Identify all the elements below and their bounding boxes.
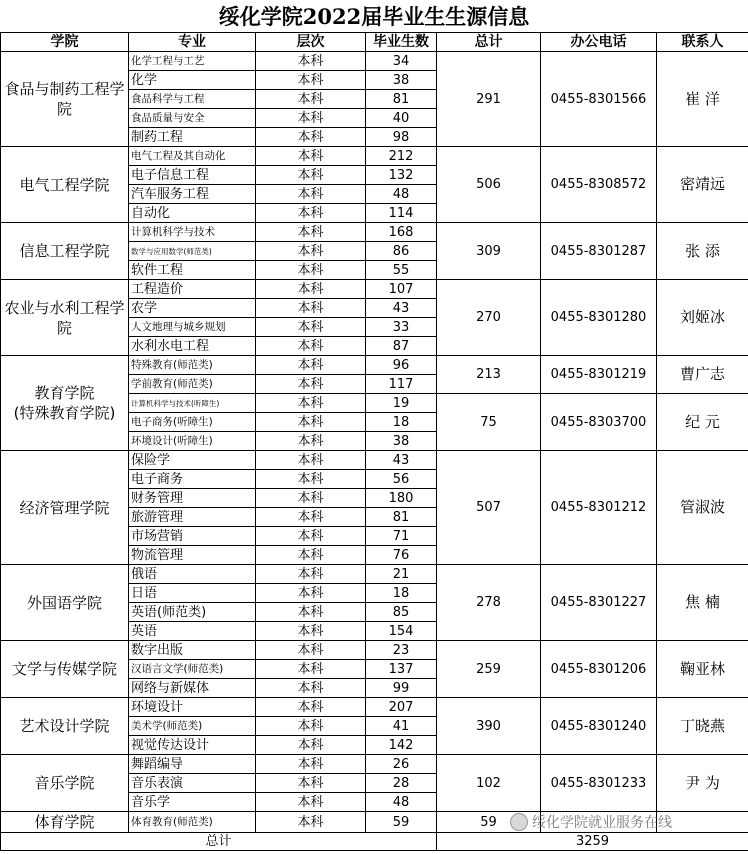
major-name: 英语(师范类) bbox=[129, 603, 256, 622]
college-total: 291 bbox=[437, 52, 541, 147]
table-row bbox=[1, 280, 748, 299]
college-total: 102 bbox=[437, 755, 541, 812]
table-row bbox=[1, 641, 748, 660]
degree-level: 本科 bbox=[256, 660, 366, 679]
office-phone: 0455-8301212 bbox=[541, 451, 657, 565]
degree-level: 本科 bbox=[256, 356, 366, 375]
degree-level: 本科 bbox=[256, 603, 366, 622]
major-name: 电气工程及其自动化 bbox=[129, 147, 256, 166]
grand-total-value: 3259 bbox=[437, 833, 748, 851]
graduate-count: 18 bbox=[366, 584, 437, 603]
office-phone: 0455-8301240 bbox=[541, 698, 657, 755]
major-name: 电子商务(听障生) bbox=[129, 413, 256, 432]
graduate-count: 114 bbox=[366, 204, 437, 223]
degree-level: 本科 bbox=[256, 223, 366, 242]
major-name: 工程造价 bbox=[129, 280, 256, 299]
major-name: 化学 bbox=[129, 71, 256, 90]
degree-level: 本科 bbox=[256, 109, 366, 128]
office-phone: 0455-8301233 bbox=[541, 755, 657, 812]
degree-level: 本科 bbox=[256, 546, 366, 565]
degree-level: 本科 bbox=[256, 242, 366, 261]
graduate-count: 40 bbox=[366, 109, 437, 128]
college-name: 艺术设计学院 bbox=[1, 698, 129, 755]
major-name: 食品质量与安全 bbox=[129, 109, 256, 128]
major-name: 计算机科学与技术 bbox=[129, 223, 256, 242]
office-phone: 0455-8301566 bbox=[541, 52, 657, 147]
college-total: 309 bbox=[437, 223, 541, 280]
degree-level: 本科 bbox=[256, 565, 366, 584]
college-name: 农业与水利工程学院 bbox=[1, 280, 129, 356]
major-name: 特殊教育(师范类) bbox=[129, 356, 256, 375]
graduate-count: 142 bbox=[366, 736, 437, 755]
degree-level: 本科 bbox=[256, 185, 366, 204]
graduate-count: 107 bbox=[366, 280, 437, 299]
major-name: 旅游管理 bbox=[129, 508, 256, 527]
graduate-count: 87 bbox=[366, 337, 437, 356]
graduate-count: 98 bbox=[366, 128, 437, 147]
graduate-count: 23 bbox=[366, 641, 437, 660]
office-phone: 0455-8308572 bbox=[541, 147, 657, 223]
degree-level: 本科 bbox=[256, 622, 366, 641]
major-name: 制药工程 bbox=[129, 128, 256, 147]
major-name: 化学工程与工艺 bbox=[129, 52, 256, 71]
graduate-count: 86 bbox=[366, 242, 437, 261]
degree-level: 本科 bbox=[256, 52, 366, 71]
graduate-count: 26 bbox=[366, 755, 437, 774]
degree-level: 本科 bbox=[256, 204, 366, 223]
major-name: 音乐学 bbox=[129, 793, 256, 812]
major-name: 计算机科学与技术(听障生) bbox=[129, 394, 256, 413]
major-name: 电子信息工程 bbox=[129, 166, 256, 185]
degree-level: 本科 bbox=[256, 337, 366, 356]
graduate-count: 38 bbox=[366, 432, 437, 451]
degree-level: 本科 bbox=[256, 261, 366, 280]
header-college: 学院 bbox=[1, 33, 129, 52]
graduate-count: 137 bbox=[366, 660, 437, 679]
contact-person: 崔 洋 bbox=[657, 52, 748, 147]
major-name: 视觉传达设计 bbox=[129, 736, 256, 755]
graduate-count: 132 bbox=[366, 166, 437, 185]
major-name: 体育教育(师范类) bbox=[129, 812, 256, 833]
graduate-count: 76 bbox=[366, 546, 437, 565]
college-name: 食品与制药工程学院 bbox=[1, 52, 129, 147]
table-row bbox=[1, 356, 748, 375]
major-name: 数学与应用数学(师范类) bbox=[129, 242, 256, 261]
office-phone: 0455-8301206 bbox=[541, 641, 657, 698]
degree-level: 本科 bbox=[256, 679, 366, 698]
degree-level: 本科 bbox=[256, 71, 366, 90]
degree-level: 本科 bbox=[256, 394, 366, 413]
major-name: 食品科学与工程 bbox=[129, 90, 256, 109]
major-name: 物流管理 bbox=[129, 546, 256, 565]
college-name: 文学与传媒学院 bbox=[1, 641, 129, 698]
degree-level: 本科 bbox=[256, 280, 366, 299]
college-name: 经济管理学院 bbox=[1, 451, 129, 565]
college-name: 体育学院 bbox=[1, 812, 129, 833]
table-row bbox=[1, 755, 748, 774]
office-phone: 0455-8303700 bbox=[541, 394, 657, 451]
major-name: 财务管理 bbox=[129, 489, 256, 508]
college-name: 信息工程学院 bbox=[1, 223, 129, 280]
graduate-count: 154 bbox=[366, 622, 437, 641]
contact-person: 焦 楠 bbox=[657, 565, 748, 641]
degree-level: 本科 bbox=[256, 508, 366, 527]
graduate-count: 18 bbox=[366, 413, 437, 432]
header-phone: 办公电话 bbox=[541, 33, 657, 52]
contact-person: 张 添 bbox=[657, 223, 748, 280]
college-name: 外国语学院 bbox=[1, 565, 129, 641]
major-name: 农学 bbox=[129, 299, 256, 318]
degree-level: 本科 bbox=[256, 641, 366, 660]
graduate-count: 19 bbox=[366, 394, 437, 413]
major-name: 美术学(师范类) bbox=[129, 717, 256, 736]
degree-level: 本科 bbox=[256, 299, 366, 318]
major-name: 音乐表演 bbox=[129, 774, 256, 793]
graduate-count: 99 bbox=[366, 679, 437, 698]
major-name: 电子商务 bbox=[129, 470, 256, 489]
major-name: 汽车服务工程 bbox=[129, 185, 256, 204]
degree-level: 本科 bbox=[256, 413, 366, 432]
major-name: 俄语 bbox=[129, 565, 256, 584]
graduate-count: 81 bbox=[366, 508, 437, 527]
graduate-count: 43 bbox=[366, 299, 437, 318]
header-level: 层次 bbox=[256, 33, 366, 52]
table-header-row bbox=[1, 33, 748, 52]
major-name: 汉语言文学(师范类) bbox=[129, 660, 256, 679]
major-name: 学前教育(师范类) bbox=[129, 375, 256, 394]
graduate-count: 56 bbox=[366, 470, 437, 489]
graduate-count: 117 bbox=[366, 375, 437, 394]
office-phone: 0455-8301227 bbox=[541, 565, 657, 641]
graduate-count: 38 bbox=[366, 71, 437, 90]
college-total: 390 bbox=[437, 698, 541, 755]
grand-total-row bbox=[1, 833, 748, 851]
major-name: 自动化 bbox=[129, 204, 256, 223]
college-total: 270 bbox=[437, 280, 541, 356]
header-contact: 联系人 bbox=[657, 33, 748, 52]
graduate-table bbox=[0, 32, 748, 851]
page-title: 绥化学院2022届毕业生生源信息 bbox=[0, 0, 748, 33]
college-name-line: 教育学院 bbox=[34, 384, 95, 402]
degree-level: 本科 bbox=[256, 736, 366, 755]
degree-level: 本科 bbox=[256, 812, 366, 833]
header-major: 专业 bbox=[129, 33, 256, 52]
major-name: 环境设计 bbox=[129, 698, 256, 717]
contact-person: 丁晓燕 bbox=[657, 698, 748, 755]
table-row bbox=[1, 147, 748, 166]
major-name: 环境设计(听障生) bbox=[129, 432, 256, 451]
graduate-count: 207 bbox=[366, 698, 437, 717]
graduate-count: 212 bbox=[366, 147, 437, 166]
degree-level: 本科 bbox=[256, 527, 366, 546]
college-total: 75 bbox=[437, 394, 541, 451]
contact-person: 曹广志 bbox=[657, 356, 748, 394]
office-phone: 0455-8301280 bbox=[541, 280, 657, 356]
degree-level: 本科 bbox=[256, 432, 366, 451]
graduate-count: 48 bbox=[366, 185, 437, 204]
degree-level: 本科 bbox=[256, 584, 366, 603]
college-total: 213 bbox=[437, 356, 541, 394]
table-row bbox=[1, 223, 748, 242]
degree-level: 本科 bbox=[256, 717, 366, 736]
college-name bbox=[1, 356, 129, 451]
degree-level: 本科 bbox=[256, 166, 366, 185]
graduate-count: 59 bbox=[366, 812, 437, 833]
contact-person: 管淑波 bbox=[657, 451, 748, 565]
graduate-count: 41 bbox=[366, 717, 437, 736]
table-row bbox=[1, 698, 748, 717]
major-name: 网络与新媒体 bbox=[129, 679, 256, 698]
degree-level: 本科 bbox=[256, 793, 366, 812]
degree-level: 本科 bbox=[256, 698, 366, 717]
header-total: 总计 bbox=[437, 33, 541, 52]
office-phone: 0455-8301219 bbox=[541, 356, 657, 394]
major-name: 舞蹈编导 bbox=[129, 755, 256, 774]
table-row bbox=[1, 451, 748, 470]
college-total: 59 bbox=[437, 812, 541, 833]
college-total: 278 bbox=[437, 565, 541, 641]
graduate-count: 33 bbox=[366, 318, 437, 337]
contact-person: 尹 为 bbox=[657, 755, 748, 812]
major-name: 软件工程 bbox=[129, 261, 256, 280]
degree-level: 本科 bbox=[256, 90, 366, 109]
major-name: 人文地理与城乡规划 bbox=[129, 318, 256, 337]
college-name-line: (特殊教育学院) bbox=[13, 404, 116, 422]
major-name: 市场营销 bbox=[129, 527, 256, 546]
graduate-count: 43 bbox=[366, 451, 437, 470]
degree-level: 本科 bbox=[256, 755, 366, 774]
table-body bbox=[1, 52, 748, 833]
degree-level: 本科 bbox=[256, 375, 366, 394]
graduate-count: 71 bbox=[366, 527, 437, 546]
table-row bbox=[1, 52, 748, 71]
degree-level: 本科 bbox=[256, 318, 366, 337]
college-total: 506 bbox=[437, 147, 541, 223]
header-count: 毕业生数 bbox=[366, 33, 437, 52]
graduate-count: 168 bbox=[366, 223, 437, 242]
college-total: 507 bbox=[437, 451, 541, 565]
major-name: 英语 bbox=[129, 622, 256, 641]
graduate-count: 85 bbox=[366, 603, 437, 622]
major-name: 保险学 bbox=[129, 451, 256, 470]
degree-level: 本科 bbox=[256, 128, 366, 147]
degree-level: 本科 bbox=[256, 774, 366, 793]
graduate-count: 21 bbox=[366, 565, 437, 584]
college-name: 电气工程学院 bbox=[1, 147, 129, 223]
watermark: 绥化学院就业服务在线 bbox=[532, 815, 672, 831]
degree-level: 本科 bbox=[256, 147, 366, 166]
major-name: 数字出版 bbox=[129, 641, 256, 660]
major-name: 日语 bbox=[129, 584, 256, 603]
contact-person: 刘姬冰 bbox=[657, 280, 748, 356]
graduate-count: 96 bbox=[366, 356, 437, 375]
graduate-count: 28 bbox=[366, 774, 437, 793]
grand-total-label: 总计 bbox=[1, 833, 437, 851]
contact-person: 鞠亚林 bbox=[657, 641, 748, 698]
graduate-count: 81 bbox=[366, 90, 437, 109]
major-name: 水利水电工程 bbox=[129, 337, 256, 356]
contact-person: 纪 元 bbox=[657, 394, 748, 451]
degree-level: 本科 bbox=[256, 489, 366, 508]
college-total: 259 bbox=[437, 641, 541, 698]
degree-level: 本科 bbox=[256, 451, 366, 470]
college-name: 音乐学院 bbox=[1, 755, 129, 812]
graduate-count: 48 bbox=[366, 793, 437, 812]
graduate-count: 180 bbox=[366, 489, 437, 508]
table-row bbox=[1, 565, 748, 584]
degree-level: 本科 bbox=[256, 470, 366, 489]
graduate-count: 55 bbox=[366, 261, 437, 280]
contact-person: 密靖远 bbox=[657, 147, 748, 223]
office-phone: 0455-8301287 bbox=[541, 223, 657, 280]
graduate-count: 34 bbox=[366, 52, 437, 71]
